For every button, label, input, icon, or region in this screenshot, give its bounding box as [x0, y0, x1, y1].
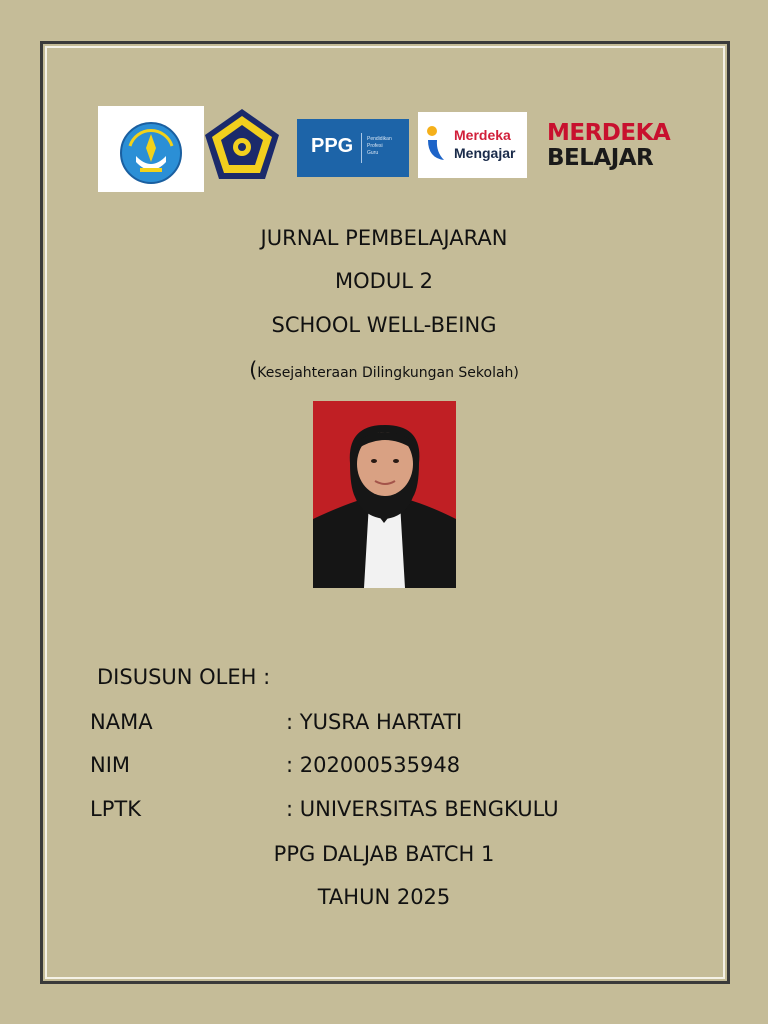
field-label-nama: NAMA [90, 710, 153, 734]
ppg-logo-subtext: Pendidikan Profesi Guru [367, 136, 392, 156]
field-label-lptk: LPTK [90, 797, 141, 821]
module-topic: SCHOOL WELL-BEING [271, 313, 497, 337]
author-photo [313, 401, 456, 588]
merdeka-mengajar-icon [424, 124, 450, 164]
subtitle-text: Kesejahteraan Dilingkungan Sekolah) [257, 365, 519, 381]
merdeka-belajar-logo [545, 120, 671, 174]
portrait-image [313, 401, 456, 588]
field-value-nama: : YUSRA HARTATI [286, 710, 463, 734]
university-pentagon-icon [203, 107, 281, 181]
merdeka-mengajar-line-1: Merdeka [454, 127, 511, 143]
merdeka-mengajar-logo [418, 112, 527, 178]
field-label-nim: NIM [90, 753, 131, 777]
kemdikbud-logo [98, 106, 204, 192]
merdeka-belajar-line-1: MERDEKA [547, 120, 671, 146]
document-title: JURNAL PEMBELAJARAN [260, 226, 508, 250]
module-subtitle [0, 358, 768, 382]
program-batch: PPG DALJAB BATCH 1 [273, 842, 495, 866]
merdeka-mengajar-line-2: Mengajar [454, 145, 516, 161]
author-header: DISUSUN OLEH : [97, 665, 271, 689]
field-value-nim: : 202000535948 [286, 753, 461, 777]
ppg-logo-text: PPG [311, 135, 354, 157]
program-year: TAHUN 2025 [317, 885, 451, 909]
university-logo [203, 107, 281, 181]
field-value-lptk: : UNIVERSITAS BENGKULU [286, 797, 559, 821]
merdeka-belajar-line-2: BELAJAR [547, 145, 654, 171]
tut-wuri-handayani-icon [98, 106, 204, 192]
module-number: MODUL 2 [335, 269, 433, 293]
ppg-logo [297, 119, 409, 177]
ppg-logo-divider [361, 133, 362, 163]
subtitle-open-paren: ( [249, 358, 258, 382]
